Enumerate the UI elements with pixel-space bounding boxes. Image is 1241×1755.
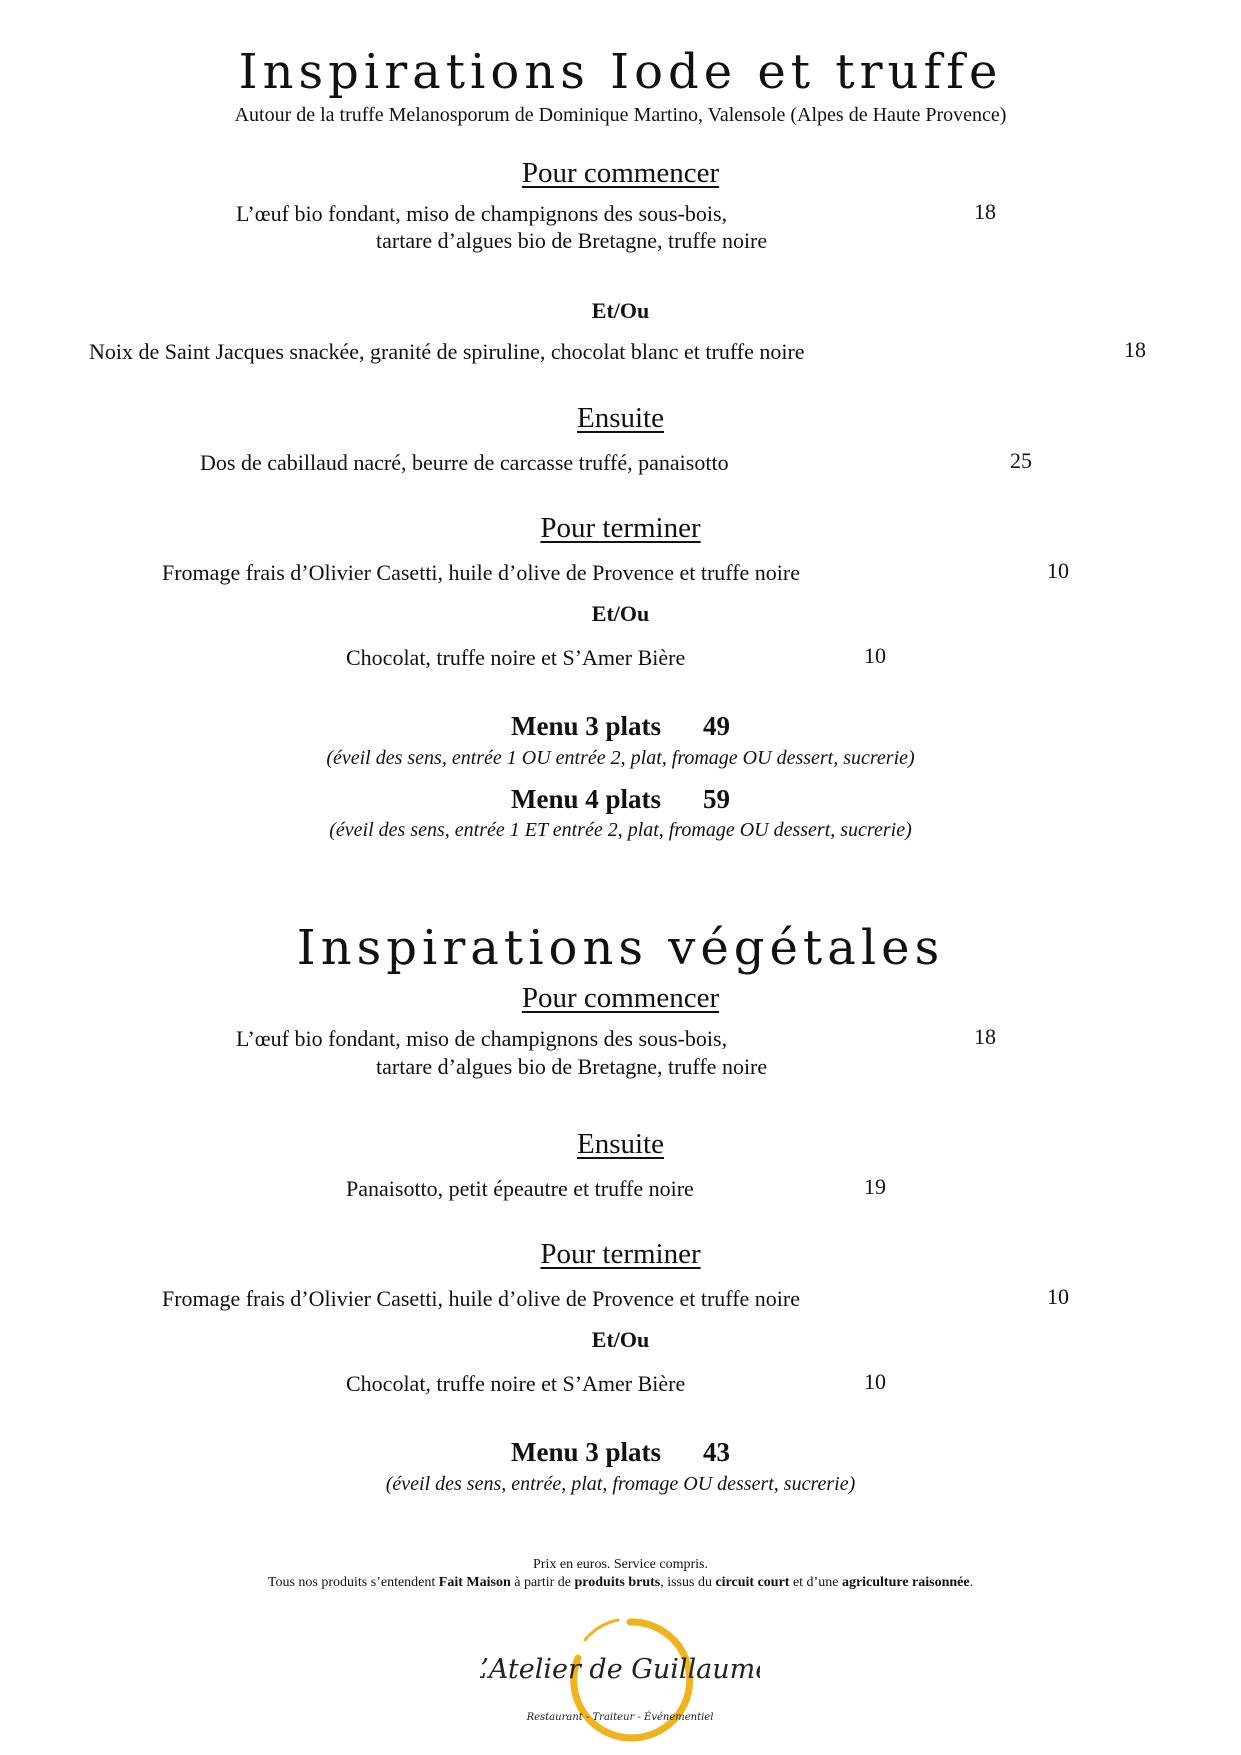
section1-end-item2-price: 10 xyxy=(864,643,886,668)
logo-icon xyxy=(480,1600,760,1750)
footer-bold-agriculture: agriculture raisonnée xyxy=(841,1575,970,1590)
section1-start-heading: Pour commencer xyxy=(521,157,720,189)
footer-text: , issus du xyxy=(660,1575,716,1590)
section2-start-item1-line1: L’œuf bio fondant, miso de champignons des sous-bois, xyxy=(236,1026,728,1051)
section1-end-item1-price: 10 xyxy=(1047,558,1069,583)
section1-start-item1-line2: tartare d’algues bio de Bretagne, truffe noire xyxy=(376,228,768,253)
section2-start-item1-line2: tartare d’algues bio de Bretagne, truffe noire xyxy=(376,1054,768,1079)
section1-menu3 xyxy=(0,711,1241,742)
section1-start-item1-price: 18 xyxy=(974,199,996,224)
section2-menu3-price: 43 xyxy=(703,1437,731,1467)
section1-end-item2: Chocolat, truffe noire et S’Amer Bière xyxy=(346,645,686,670)
footer-bold-circuit-court: circuit court xyxy=(715,1575,790,1590)
section1-main-heading: Ensuite xyxy=(577,402,664,434)
section2-end-item2-price: 10 xyxy=(864,1369,886,1394)
footer-bold-fait-maison: Fait Maison xyxy=(438,1575,511,1590)
svg-text:Restaurant - Traiteur - Événem: Restaurant - Traiteur - Événementiel xyxy=(526,1712,714,1723)
section2-end-item1-price: 10 xyxy=(1047,1284,1069,1309)
section2-main-item-price: 19 xyxy=(864,1174,886,1199)
section1-title: Inspirations Iode et truffe xyxy=(238,44,1003,100)
section1-main-item-price: 25 xyxy=(1010,448,1032,473)
section1-menu4-label: Menu 4 plats xyxy=(510,784,662,814)
section1-etou-1: Et/Ou xyxy=(591,298,650,323)
section1-menu3-note: (éveil des sens, entrée 1 OU entrée 2, plat, fromage OU dessert, sucrerie) xyxy=(326,747,915,769)
svg-text:L’Atelier de Guillaume: L’Atelier de Guillaume xyxy=(480,1654,760,1685)
section1-subtitle: Autour de la truffe Melanosporum de Dominique Martino, Valensole (Alpes de Haute Provence) xyxy=(234,104,1007,126)
section1-etou-2: Et/Ou xyxy=(591,601,650,626)
section2-menu3-label: Menu 3 plats xyxy=(510,1437,662,1467)
footer-bold-produits-bruts: produits bruts xyxy=(574,1575,661,1590)
section2-menu3 xyxy=(0,1437,1241,1468)
footer-line1: Prix en euros. Service compris. xyxy=(533,1557,708,1572)
section1-main-item: Dos de cabillaud nacré, beurre de carcasse truffé, panaisotto xyxy=(200,450,729,475)
section2-end-item2: Chocolat, truffe noire et S’Amer Bière xyxy=(346,1371,686,1396)
section1-menu3-label: Menu 3 plats xyxy=(510,711,662,741)
section2-end-heading: Pour terminer xyxy=(540,1238,701,1270)
footer-text: . xyxy=(969,1575,974,1590)
section2-start-heading: Pour commencer xyxy=(521,982,720,1014)
section1-menu4-price: 59 xyxy=(703,784,731,814)
section1-start-item1-line1: L’œuf bio fondant, miso de champignons des sous-bois, xyxy=(236,201,728,226)
section1-menu3-price: 49 xyxy=(703,711,731,741)
section2-end-item1: Fromage frais d’Olivier Casetti, huile d’olive de Provence et truffe noire xyxy=(162,1286,800,1311)
footer-text: et d’une xyxy=(789,1575,842,1590)
section1-menu4-note: (éveil des sens, entrée 1 ET entrée 2, plat, fromage OU dessert, sucrerie) xyxy=(329,819,912,841)
section1-start-item2-price: 18 xyxy=(1124,337,1146,362)
section2-title: Inspirations végétales xyxy=(296,920,945,976)
section1-menu4 xyxy=(0,784,1241,815)
section1-start-item2: Noix de Saint Jacques snackée, granité de spiruline, chocolat blanc et truffe noire xyxy=(89,339,805,364)
footer-text: Tous nos produits s’entendent xyxy=(267,1575,439,1590)
section1-end-heading: Pour terminer xyxy=(540,512,701,544)
footer-line2 xyxy=(0,1575,1241,1591)
footer-text: à partir de xyxy=(510,1575,575,1590)
section2-main-heading: Ensuite xyxy=(577,1128,664,1160)
section2-etou: Et/Ou xyxy=(591,1327,650,1352)
section2-main-item: Panaisotto, petit épeautre et truffe noire xyxy=(346,1176,694,1201)
section1-end-item1: Fromage frais d’Olivier Casetti, huile d’olive de Provence et truffe noire xyxy=(162,560,800,585)
section2-start-item1-price: 18 xyxy=(974,1024,996,1049)
section2-menu3-note: (éveil des sens, entrée, plat, fromage OU dessert, sucrerie) xyxy=(385,1473,856,1495)
restaurant-logo xyxy=(480,1600,760,1750)
